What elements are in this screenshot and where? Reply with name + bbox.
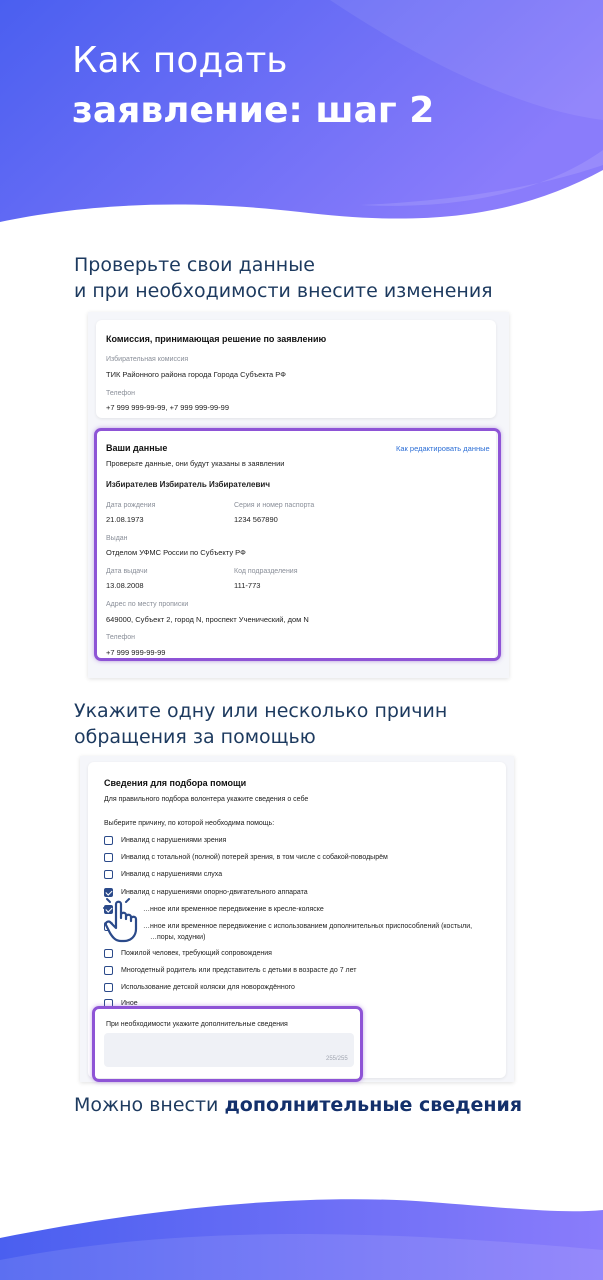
checkbox[interactable]	[104, 836, 113, 845]
issued-label: Выдан	[106, 535, 128, 542]
step1-heading-line2: и при необходимости внесите изменения	[74, 280, 493, 302]
address-label: Адрес по месту прописки	[106, 601, 189, 608]
step1-heading-line1: Проверьте свои данные	[74, 254, 315, 276]
help-form-title: Сведения для подбора помощи	[104, 778, 247, 788]
address-value: 649000, Субъект 2, город N, проспект Ученический, дом N	[106, 615, 309, 624]
step3-heading-bold: дополнительные сведения	[224, 1094, 523, 1116]
option-label: Иное	[121, 999, 138, 1007]
option-vision[interactable]	[104, 833, 226, 847]
checkbox[interactable]	[104, 853, 113, 862]
option-crutches-label-cont: …поры, ходунки)	[150, 934, 206, 941]
issued-value: Отделом УФМС России по Субъекту РФ	[106, 548, 246, 557]
option-total-blindness[interactable]	[104, 850, 388, 864]
phone-label: Телефон	[106, 634, 136, 641]
checkbox[interactable]	[104, 983, 113, 992]
your-data-highlight	[94, 428, 501, 661]
step2-heading	[74, 698, 447, 750]
option-hearing[interactable]	[104, 867, 222, 881]
char-counter: 255/255	[326, 1056, 348, 1062]
extra-info-label: При необходимости укажите дополнительные сведения	[106, 1021, 288, 1028]
title-line2: заявление: шаг 2	[72, 90, 435, 131]
checkbox[interactable]	[104, 949, 113, 958]
option-elderly[interactable]	[104, 946, 272, 960]
option-crutches[interactable]	[104, 919, 472, 933]
step2-heading-line1: Укажите одну или несколько причин	[74, 700, 448, 722]
option-label: Инвалид с нарушениями зрения	[121, 836, 227, 844]
birth-date-value: 21.08.1973	[106, 515, 144, 524]
option-label: …нное или временное передвижение в кресле-коляске	[143, 905, 324, 913]
passport-label: Серия и номер паспорта	[234, 502, 315, 509]
step3-heading-plain: Можно внести	[74, 1094, 225, 1116]
issue-date-value: 13.08.2008	[106, 581, 144, 590]
title-line1: Как подать	[72, 40, 288, 81]
commission-title: Комиссия, принимающая решение по заявлению	[106, 334, 327, 344]
footer-background	[0, 1180, 603, 1280]
checkbox[interactable]	[104, 966, 113, 975]
option-label: Инвалид с тотальной (полной) потерей зрения, в том числе с собакой-поводырём	[121, 853, 388, 861]
issue-date-label: Дата выдачи	[106, 568, 148, 575]
pointing-hand-icon	[100, 896, 148, 944]
division-code-label: Код подразделения	[234, 568, 298, 575]
option-label: Использование детской коляски для новорождённого	[121, 983, 295, 991]
commission-phone-label: Телефон	[106, 390, 136, 397]
commission-label: Избирательная комиссия	[106, 356, 189, 363]
option-stroller[interactable]	[104, 980, 295, 994]
checkbox[interactable]	[104, 870, 113, 879]
option-label: Инвалид с нарушениями опорно-двигательного аппарата	[121, 888, 308, 896]
edit-data-link[interactable]: Как редактировать данные	[396, 444, 490, 453]
option-label: Инвалид с нарушениями слуха	[121, 870, 223, 878]
division-code-value: 111-773	[234, 581, 261, 590]
option-large-family[interactable]	[104, 963, 357, 977]
option-label: Пожилой человек, требующий сопровождения	[121, 949, 272, 957]
screenshot-personal-data	[88, 312, 509, 678]
commission-phone-value: +7 999 999-99-99, +7 999 999-99-99	[106, 403, 230, 412]
option-label: Многодетный родитель или представитель с детьми в возрасте до 7 лет	[121, 966, 357, 974]
commission-value: ТИК Районного района города Города Субъекта РФ	[106, 370, 286, 379]
step1-heading	[74, 252, 493, 304]
help-form-prompt: Выберите причину, по которой необходима помощь:	[104, 820, 275, 827]
page-title	[72, 36, 434, 136]
your-data-subtitle: Проверьте данные, они будут указаны в заявлении	[106, 459, 285, 468]
help-form-subtitle: Для правильного подбора волонтера укажите сведения о себе	[104, 796, 309, 803]
birth-date-label: Дата рождения	[106, 502, 156, 509]
extra-info-highlight	[92, 1006, 363, 1082]
step2-heading-line2: обращения за помощью	[74, 726, 316, 748]
passport-value: 1234 567890	[234, 515, 278, 524]
full-name: Избирателев Избиратель Избирателевич	[106, 480, 270, 489]
phone-value: +7 999 999-99-99	[106, 648, 166, 657]
option-label: …нное или временное передвижение с использованием дополнительных приспособлений (костыли,	[143, 922, 473, 930]
your-data-title: Ваши данные	[106, 443, 168, 453]
commission-card	[96, 320, 496, 418]
step3-heading	[74, 1092, 522, 1118]
